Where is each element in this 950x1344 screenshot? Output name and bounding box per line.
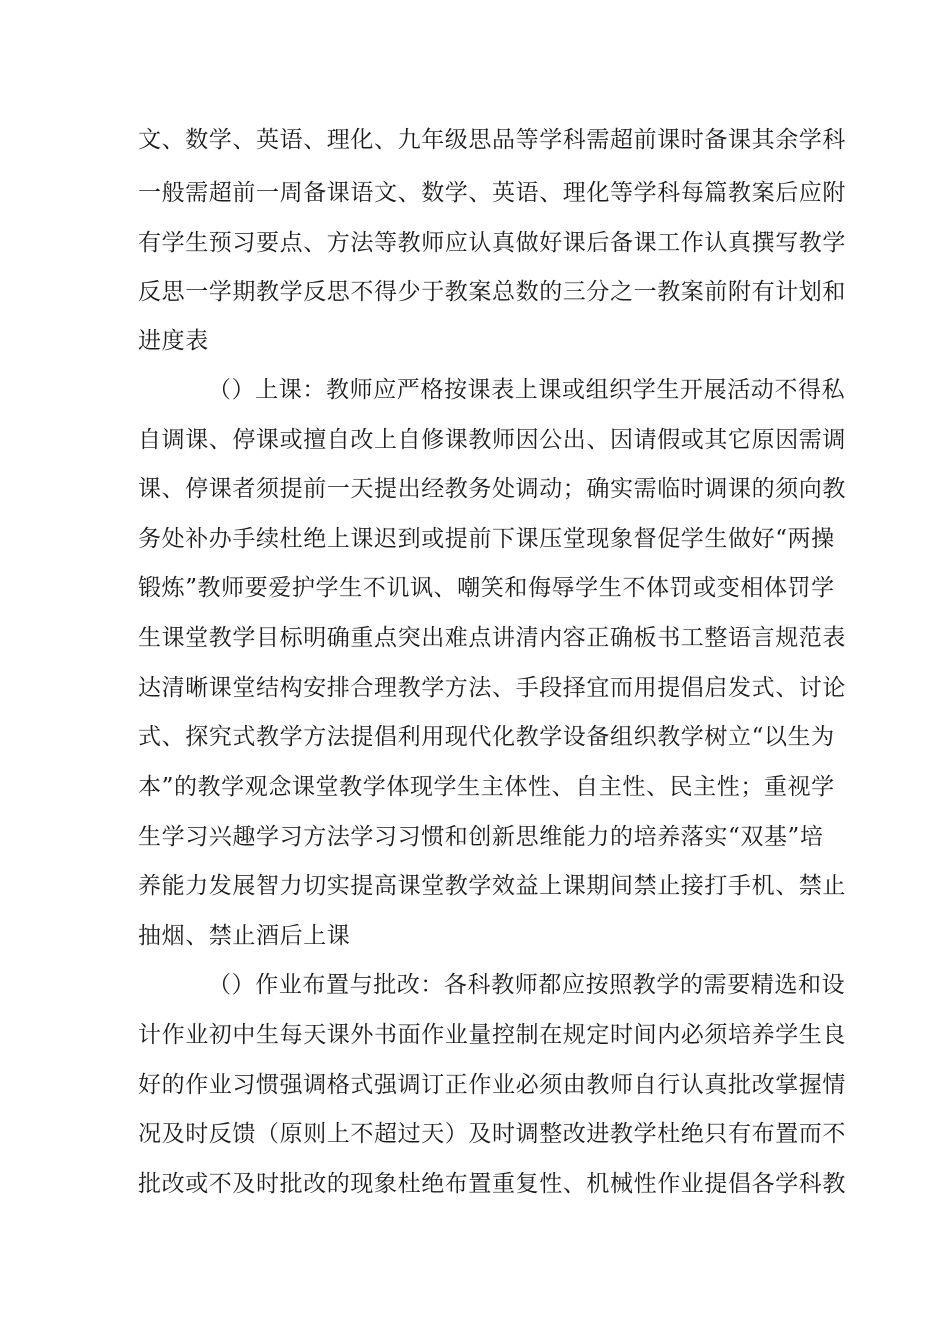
paragraph-1-line-2: 一般需超前一周备课语文、数学、英语、理化等学科每篇教案后应附 [138,180,846,206]
paragraph-2-line-1: （）上课：教师应严格按课表上课或组织学生开展活动不得私 [208,377,846,403]
paragraph-2-line-11: 养能力发展智力切实提高课堂教学效益上课期间禁止接打手机、禁止 [138,873,846,899]
paragraph-2-line-2: 自调课、停课或擅自改上自修课教师因公出、因请假或其它原因需调 [138,427,846,453]
paragraph-1-line-3: 有学生预习要点、方法等教师应认真做好课后备课工作认真撰写教学 [138,230,846,256]
paragraph-3-line-2: 计作业初中生每天课外书面作业量控制在规定时间内必须培养学生良 [138,1022,846,1048]
paragraph-3-line-5: 批改或不及时批改的现象杜绝布置重复性、机械性作业提倡各学科教 [138,1171,846,1197]
paragraph-3-line-4: 况及时反馈（原则上不超过天）及时调整改进教学杜绝只有布置而不 [138,1121,846,1147]
paragraph-2-line-4: 务处补办手续杜绝上课迟到或提前下课压堂现象督促学生做好“两操 [138,526,835,552]
paragraph-1-line-4: 反思一学期教学反思不得少于教案总数的三分之一教案前附有计划和 [138,279,846,305]
paragraph-2-line-12: 抽烟、禁止酒后上课 [138,923,351,949]
paragraph-1-line-5: 进度表 [138,328,209,354]
paragraph-2-line-10: 生学习兴趣学习方法学习习惯和创新思维能力的培养落实“双基”培 [138,824,824,850]
paragraph-3-line-1: （）作业布置与批改：各科教师都应按照教学的需要精选和设 [208,972,846,998]
paragraph-1-line-1: 文、数学、英语、理化、九年级思品等学科需超前课时备课其余学科 [138,127,846,153]
paragraph-2-line-6: 生课堂教学目标明确重点突出难点讲清内容正确板书工整语言规范表 [138,625,846,651]
paragraph-2-line-7: 达清晰课堂结构安排合理教学方法、手段择宜而用提倡启发式、讨论 [138,675,846,701]
paragraph-2-line-5: 锻炼”教师要爱护学生不讥讽、嘲笑和侮辱学生不体罚或变相体罚学 [138,575,835,601]
paragraph-2-line-3: 课、停课者须提前一天提出经教务处调动；确实需临时调课的须向教 [138,476,846,502]
paragraph-3-line-3: 好的作业习惯强调格式强调订正作业必须由教师自行认真批改掌握情 [138,1072,846,1098]
paragraph-2-line-9: 本”的教学观念课堂教学体现学生主体性、自主性、民主性；重视学 [138,774,835,800]
paragraph-2-line-8: 式、探究式教学方法提倡利用现代化教学设备组织教学树立“以生为 [138,724,835,750]
